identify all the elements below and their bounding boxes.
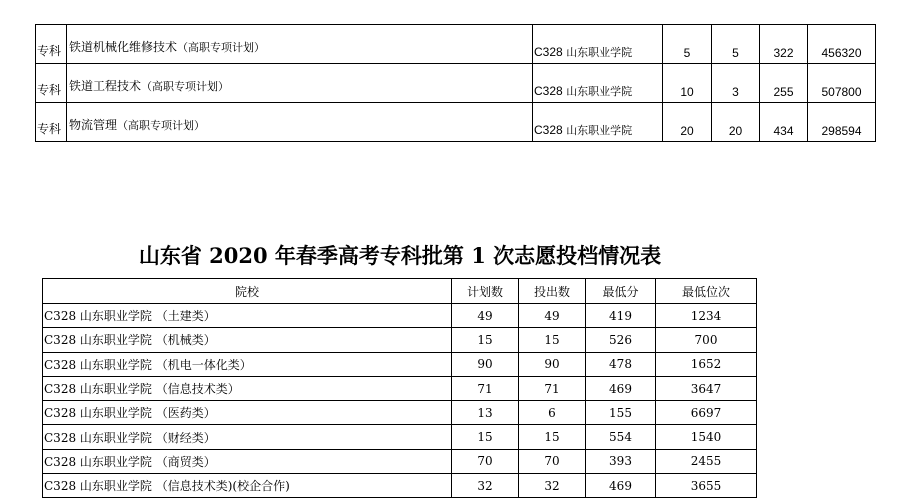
school-cell: C328 山东职业学院 （土建类） <box>43 304 452 328</box>
min-score-cell: 469 <box>586 474 656 498</box>
admitted-cell: 3 <box>712 64 760 103</box>
table-row <box>43 352 757 376</box>
min-score-cell: 469 <box>586 376 656 400</box>
level-cell: 专科 <box>36 25 67 64</box>
table-row <box>43 376 757 400</box>
table-row <box>43 474 757 498</box>
table-row <box>36 103 876 142</box>
table-row <box>43 401 757 425</box>
plan-cell: 10 <box>663 64 712 103</box>
plan-cell: 32 <box>452 474 519 498</box>
plan-cell: 5 <box>663 25 712 64</box>
school-code: C328 <box>534 84 563 98</box>
major-name: 铁道机械化维修技术 <box>69 40 178 54</box>
level-cell: 专科 <box>36 64 67 103</box>
min-score-cell: 419 <box>586 304 656 328</box>
min-rank-cell: 1234 <box>656 304 757 328</box>
min-score-cell: 255 <box>760 64 808 103</box>
min-rank-cell: 1540 <box>656 425 757 449</box>
major-note: （高职专项计划） <box>117 119 206 132</box>
min-rank-cell: 456320 <box>808 25 876 64</box>
level-cell: 专科 <box>36 103 67 142</box>
major-name: 物流管理 <box>69 118 118 132</box>
school-cell <box>533 64 663 103</box>
header-min-score: 最低分 <box>586 279 656 304</box>
school-cell: C328 山东职业学院 （机械类） <box>43 328 452 352</box>
min-score-cell: 155 <box>586 401 656 425</box>
admitted-cell: 71 <box>519 376 586 400</box>
min-score-cell: 526 <box>586 328 656 352</box>
school-cell: C328 山东职业学院 （商贸类） <box>43 449 452 473</box>
plan-cell: 13 <box>452 401 519 425</box>
school-name: 山东职业学院 <box>566 124 633 137</box>
admitted-cell: 6 <box>519 401 586 425</box>
min-score-cell: 554 <box>586 425 656 449</box>
school-name: 山东职业学院 <box>566 46 633 59</box>
admitted-cell: 70 <box>519 449 586 473</box>
school-name: 山东职业学院 <box>566 85 633 98</box>
major-cell <box>67 64 533 103</box>
admitted-cell: 5 <box>712 25 760 64</box>
header-plan: 计划数 <box>452 279 519 304</box>
plan-cell: 20 <box>663 103 712 142</box>
plan-cell: 15 <box>452 425 519 449</box>
school-cell: C328 山东职业学院 （信息技术类） <box>43 376 452 400</box>
header-row <box>43 279 757 304</box>
admitted-cell: 49 <box>519 304 586 328</box>
admitted-cell: 32 <box>519 474 586 498</box>
school-cell <box>533 103 663 142</box>
major-cell <box>67 25 533 64</box>
table-row <box>43 328 757 352</box>
school-cell: C328 山东职业学院 （财经类） <box>43 425 452 449</box>
plan-cell: 70 <box>452 449 519 473</box>
header-school: 院校 <box>43 279 452 304</box>
min-rank-cell: 1652 <box>656 352 757 376</box>
min-rank-cell: 298594 <box>808 103 876 142</box>
table-title: 山东省 2020 年春季高考专科批第 1 次志愿投档情况表 <box>138 243 662 268</box>
admitted-cell: 15 <box>519 425 586 449</box>
school-code: C328 <box>534 123 563 137</box>
table-row <box>36 25 876 64</box>
admitted-cell: 15 <box>519 328 586 352</box>
top-table-body <box>36 25 876 142</box>
school-cell: C328 山东职业学院 （信息技术类)(校企合作) <box>43 474 452 498</box>
min-score-cell: 478 <box>586 352 656 376</box>
min-rank-cell: 507800 <box>808 64 876 103</box>
school-cell: C328 山东职业学院 （机电一体化类） <box>43 352 452 376</box>
bottom-table-body <box>43 304 757 498</box>
min-rank-cell: 2455 <box>656 449 757 473</box>
table-row <box>36 64 876 103</box>
admission-table-top <box>35 24 876 142</box>
min-rank-cell: 3647 <box>656 376 757 400</box>
min-score-cell: 393 <box>586 449 656 473</box>
plan-cell: 90 <box>452 352 519 376</box>
min-rank-cell: 6697 <box>656 401 757 425</box>
min-rank-cell: 700 <box>656 328 757 352</box>
header-min-rank: 最低位次 <box>656 279 757 304</box>
table-row <box>43 425 757 449</box>
header-admitted: 投出数 <box>519 279 586 304</box>
major-note: （高职专项计划） <box>141 80 230 93</box>
table-row <box>43 449 757 473</box>
plan-cell: 49 <box>452 304 519 328</box>
min-score-cell: 434 <box>760 103 808 142</box>
table-row <box>43 304 757 328</box>
admitted-cell: 90 <box>519 352 586 376</box>
plan-cell: 71 <box>452 376 519 400</box>
major-note: （高职专项计划） <box>177 41 266 54</box>
school-cell <box>533 25 663 64</box>
school-cell: C328 山东职业学院 （医药类） <box>43 401 452 425</box>
major-name: 铁道工程技术 <box>69 79 142 93</box>
plan-cell: 15 <box>452 328 519 352</box>
min-score-cell: 322 <box>760 25 808 64</box>
min-rank-cell: 3655 <box>656 474 757 498</box>
admission-table-bottom <box>42 278 757 498</box>
admitted-cell: 20 <box>712 103 760 142</box>
school-code: C328 <box>534 45 563 59</box>
major-cell <box>67 103 533 142</box>
